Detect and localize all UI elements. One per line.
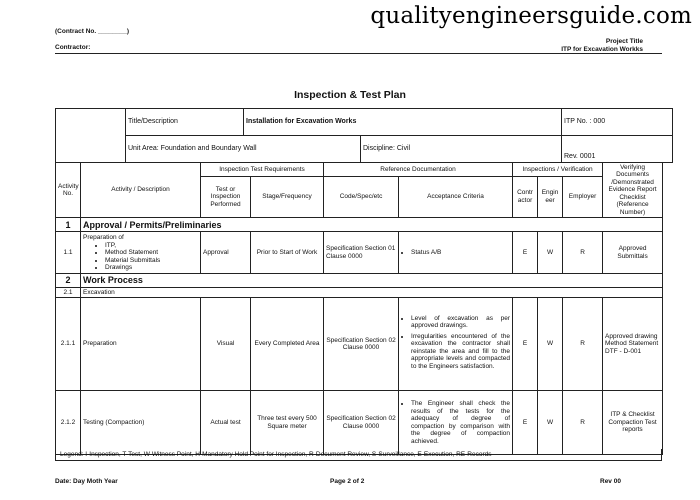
col-activity-no: Activity No. [56,163,81,218]
project-title: Project Title [605,38,643,45]
section-2-title: Work Process [81,274,663,287]
row-employer: R [563,298,603,391]
col-stage: Stage/Frequency [251,176,324,218]
footer-revision: Rev 00 [600,478,621,485]
document-title: Inspection & Test Plan [294,89,406,101]
table-row [56,391,663,455]
row-description: Testing (Compaction) [81,391,201,455]
row-code: Specification Section 02 Clause 0000 [324,391,399,455]
row-acceptance [399,391,513,455]
row-employer: R [563,391,603,455]
row-code: Specification Section 01 Clause 0000 [324,232,399,274]
list-item: • Drawings [105,264,198,271]
list-item: • The Engineer shall check the results of the tests for the adequacy of degree of compaction by comparison with the degree of compaction achieved. [411,400,510,445]
row-verifying: Approved Submittals [603,232,663,274]
legend: Legend: I-Inspection, T-Test, W-Witness Point, H-Mandatory Hold Point for Inspection, R-Document Review, S-Surveillance, E-Execution, RE-Records [55,449,662,461]
section-1-title: Approval / Permits/Preliminaries [81,218,663,232]
row-engineer: W [538,298,563,391]
row-stage: Three test every 500 Square meter [251,391,324,455]
col-code: Code/Spec/etc [324,176,399,218]
row-number: 2.1.2 [56,391,81,455]
row-contractor: E [513,232,538,274]
list-item: • ITP, [105,242,198,249]
row-stage: Prior to Start of Work [251,232,324,274]
discipline: Discipline: Civil [361,136,562,163]
col-activity-desc: Activity / Description [81,163,201,218]
info-table [55,108,673,163]
row-acceptance [399,298,513,391]
contract-number: (Contract No. ________) [55,28,130,35]
list-item: • Status A/B [411,249,510,256]
section-1-number: 1 [56,218,81,232]
col-test-method: Test or Inspection Performed [201,176,251,218]
list-item: • Level of excavation as per approved drawings. [411,315,510,330]
list-item: • Method Statement [105,249,198,256]
list-item: • Material Submittals [105,257,198,264]
row-number: 1.1 [56,232,81,274]
itp-table [55,162,663,455]
list-item: • Irregularities encountered of the excavation the contractor shall reinstate the area and fill to the appropriate levels and compacted to the Engineers satisfaction. [411,333,510,370]
row-description [81,232,201,274]
title-label: Title/Description [126,109,244,136]
subsection-number: 2.1 [56,287,81,297]
row-verifying: ITP & Checklist Compaction Test reports [603,391,663,455]
col-verifying-docs: Verifying Documents /Demonstrated Evidence Report Checklist (Reference Number) [603,163,663,218]
watermark-text: qualityengineersguide.com [370,3,692,29]
table-row [56,232,663,274]
itp-for: ITP for Excavation Workks [561,46,643,53]
group-inspections-verification: Inspections / Verification [513,163,603,177]
row-contractor: E [513,298,538,391]
row-description-title: Preparation of [83,234,124,242]
row-stage: Every Completed Area [251,298,324,391]
row-engineer: W [538,391,563,455]
group-reference-docs: Reference Documentation [324,163,513,177]
row-engineer: W [538,232,563,274]
unit-area: Unit Area: Foundation and Boundary Wall [126,136,361,163]
row-test: Visual [201,298,251,391]
row-number: 2.1.1 [56,298,81,391]
section-2-number: 2 [56,274,81,287]
row-verifying: Approved drawing Method Statement DTF - D-001 [603,298,663,391]
footer-page: Page 2 of 2 [330,478,365,485]
contractor-label: Contractor: [55,44,91,51]
footer-date: Date: Day Moth Year [55,478,118,485]
row-description: Preparation [81,298,201,391]
row-code: Specification Section 02 Clause 0000 [324,298,399,391]
revision: Rev. 0001 [562,136,673,163]
row-test: Actual test [201,391,251,455]
table-row [56,298,663,391]
row-test: Approval [201,232,251,274]
col-contractor: Contr actor [513,176,538,218]
group-inspection-test: Inspection Test Requirements [201,163,324,177]
itp-number: ITP No. : 000 [562,109,673,136]
subsection-title: Excavation [81,287,663,297]
title-value: Installation for Excavation Works [244,109,562,136]
header-divider [55,53,662,54]
row-employer: R [563,232,603,274]
info-blank-cell [56,109,126,163]
row-acceptance [399,232,513,274]
col-acceptance: Acceptance Criteria [399,176,513,218]
row-contractor: E [513,391,538,455]
col-employer: Employer [563,176,603,218]
col-engineer: Engin eer [538,176,563,218]
